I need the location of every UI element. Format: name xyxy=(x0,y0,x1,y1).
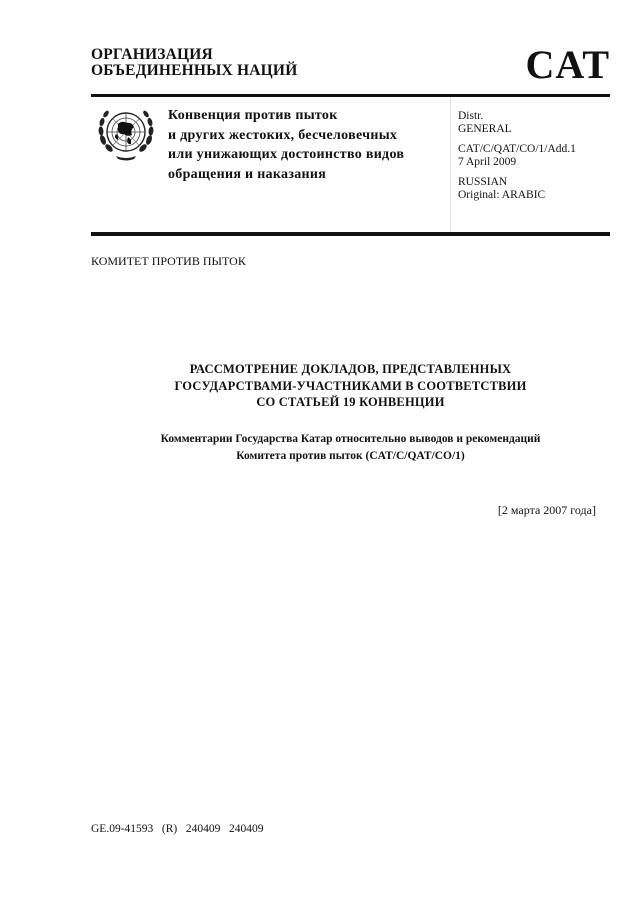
convention-title xyxy=(168,106,404,184)
header-column-divider xyxy=(450,97,451,232)
main-heading-line-2: ГОСУДАРСТВАМИ-УЧАСТНИКАМИ В СООТВЕТСТВИИ xyxy=(174,378,527,393)
organization-name-line-1: ОРГАНИЗАЦИЯ xyxy=(91,46,213,63)
symbol-group xyxy=(458,143,576,168)
convention-title-line-2: и других жестоких, бесчеловечных xyxy=(168,127,398,143)
convention-title-line-4: обращения и наказания xyxy=(168,166,327,182)
submission-date-note: [2 марта 2007 года] xyxy=(497,503,596,517)
document-metadata xyxy=(458,110,576,209)
sub-heading-line-1: Комментарии Государства Катар относительно выводов и рекомендаций xyxy=(160,433,541,445)
convention-title-line-1: Конвенция против пыток xyxy=(168,108,338,123)
job-number-footer: GE.09-41593 (R) 240409 240409 xyxy=(91,823,264,835)
committee-name: КОМИТЕТ ПРОТИВ ПЫТОК xyxy=(91,254,246,268)
organization-name xyxy=(91,47,297,79)
un-emblem-icon xyxy=(94,104,158,162)
main-heading xyxy=(91,361,610,411)
header-rule-top xyxy=(91,94,610,97)
document-symbol: CAT/C/QAT/CO/1/Add.1 xyxy=(458,143,576,155)
sub-heading-line-2: Комитета против пыток (CAT/C/QAT/CO/1) xyxy=(236,450,465,462)
document-date: 7 April 2009 xyxy=(458,155,517,168)
document-language: RUSSIAN xyxy=(458,176,508,188)
distribution-group xyxy=(458,110,576,135)
organization-name-line-2: ОБЪЕДИНЕННЫХ НАЦИЙ xyxy=(91,62,298,79)
original-language: Original: ARABIC xyxy=(458,188,546,201)
sub-heading xyxy=(91,431,610,465)
distribution-value: GENERAL xyxy=(458,122,512,135)
main-heading-line-1: РАССМОТРЕНИЕ ДОКЛАДОВ, ПРЕДСТАВЛЕННЫХ xyxy=(189,362,512,376)
header-rule-bottom xyxy=(91,232,610,236)
document-series: CAT xyxy=(525,42,610,87)
main-heading-line-3: СО СТАТЬЕЙ 19 КОНВЕНЦИИ xyxy=(256,395,445,409)
convention-title-line-3: или унижающих достоинство видов xyxy=(168,147,405,162)
distribution-label: Distr. xyxy=(458,110,484,122)
language-group xyxy=(458,176,576,201)
